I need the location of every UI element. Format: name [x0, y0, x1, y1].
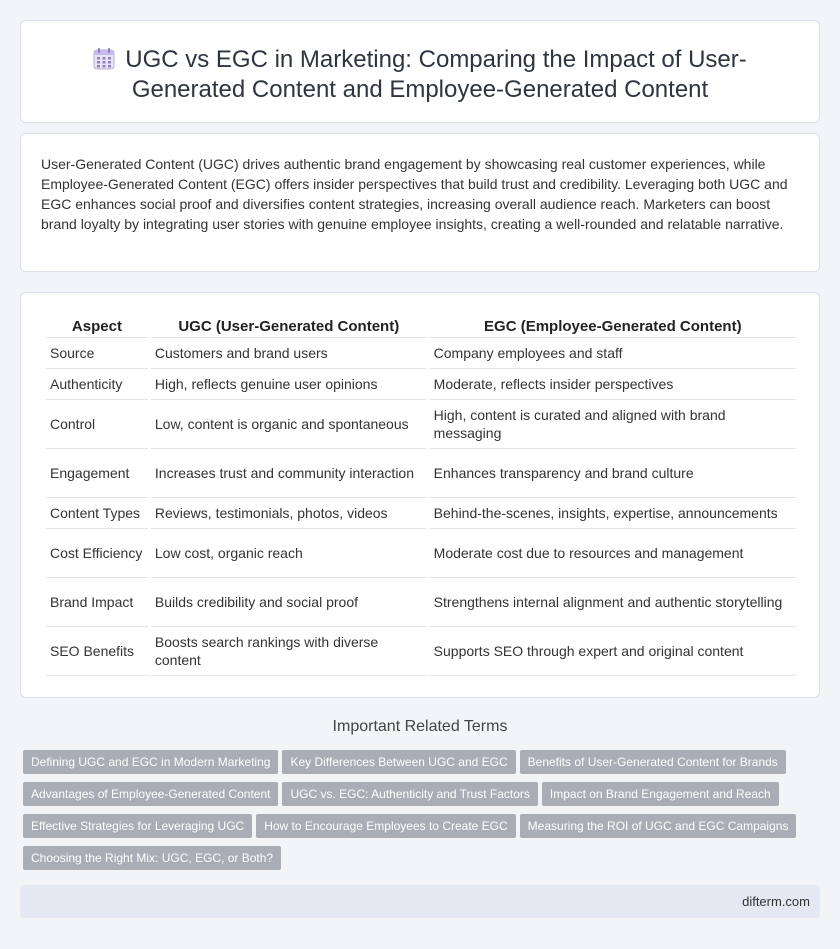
header-aspect: Aspect [46, 315, 148, 338]
related-term-tag[interactable]: Effective Strategies for Leveraging UGC [23, 814, 252, 838]
egc-cell: High, content is curated and aligned with brand messaging [430, 400, 796, 449]
related-term-tag[interactable]: Benefits of User-Generated Content for Brands [520, 750, 786, 774]
table-row [46, 529, 796, 578]
aspect-cell: Control [46, 400, 148, 449]
related-term-tag[interactable]: How to Encourage Employees to Create EGC [256, 814, 515, 838]
ugc-cell: Boosts search rankings with diverse content [151, 627, 427, 676]
egc-cell: Supports SEO through expert and original content [430, 627, 796, 676]
ugc-cell: High, reflects genuine user opinions [151, 369, 427, 400]
ugc-cell: Low cost, organic reach [151, 529, 427, 578]
header-egc: EGC (Employee-Generated Content) [430, 315, 796, 338]
related-term-tag[interactable]: Defining UGC and EGC in Modern Marketing [23, 750, 278, 774]
calendar-grid-icon [93, 48, 115, 70]
egc-cell: Behind-the-scenes, insights, expertise, announcements [430, 498, 796, 529]
aspect-cell: Source [46, 338, 148, 369]
aspect-cell: SEO Benefits [46, 627, 148, 676]
page-title: UGC vs EGC in Marketing: Comparing the Impact of User-Generated Content and Employee-Generated Content [125, 46, 747, 103]
table-row [46, 338, 796, 369]
egc-cell: Enhances transparency and brand culture [430, 449, 796, 498]
table-row [46, 578, 796, 627]
related-term-tag[interactable]: UGC vs. EGC: Authenticity and Trust Factors [282, 782, 537, 806]
aspect-cell: Authenticity [46, 369, 148, 400]
ugc-cell: Reviews, testimonials, photos, videos [151, 498, 427, 529]
table-row [46, 498, 796, 529]
footer-bar [20, 885, 820, 918]
table-row [46, 369, 796, 400]
aspect-cell: Engagement [46, 449, 148, 498]
ugc-cell: Low, content is organic and spontaneous [151, 400, 427, 449]
egc-cell: Strengthens internal alignment and authentic storytelling [430, 578, 796, 627]
intro-paragraph: User-Generated Content (UGC) drives authentic brand engagement by showcasing real customer experiences, while Employee-Generated Content (EGC) offers insider perspectives that build trust and credibility. Leveraging both UGC and EGC enhances social proof and diversifies content strategies, increasing overall audience reach. Marketers can boost brand loyalty by integrating user stories with genuine employee insights, creating a well-rounded and relatable narrative. [41, 156, 788, 232]
table-header-row [46, 315, 796, 338]
egc-cell: Moderate cost due to resources and management [430, 529, 796, 578]
page-title-wrap [21, 45, 819, 105]
egc-cell: Company employees and staff [430, 338, 796, 369]
table-row [46, 449, 796, 498]
comparison-table [43, 315, 799, 676]
related-term-tag[interactable]: Choosing the Right Mix: UGC, EGC, or Both? [23, 846, 281, 870]
related-terms-list [23, 750, 813, 878]
ugc-cell: Customers and brand users [151, 338, 427, 369]
ugc-cell: Increases trust and community interaction [151, 449, 427, 498]
comparison-table-card [20, 292, 820, 698]
egc-cell: Moderate, reflects insider perspectives [430, 369, 796, 400]
table-row [46, 627, 796, 676]
header-ugc: UGC (User-Generated Content) [151, 315, 427, 338]
related-term-tag[interactable]: Advantages of Employee-Generated Content [23, 782, 278, 806]
related-term-tag[interactable]: Key Differences Between UGC and EGC [282, 750, 515, 774]
table-row [46, 400, 796, 449]
aspect-cell: Brand Impact [46, 578, 148, 627]
related-term-tag[interactable]: Impact on Brand Engagement and Reach [542, 782, 779, 806]
intro-card [20, 133, 820, 272]
aspect-cell: Content Types [46, 498, 148, 529]
ugc-cell: Builds credibility and social proof [151, 578, 427, 627]
related-terms-heading: Important Related Terms [332, 718, 508, 735]
aspect-cell: Cost Efficiency [46, 529, 148, 578]
footer-site-link[interactable]: difterm.com [742, 894, 810, 909]
title-card [20, 20, 820, 123]
related-term-tag[interactable]: Measuring the ROI of UGC and EGC Campaigns [520, 814, 797, 838]
